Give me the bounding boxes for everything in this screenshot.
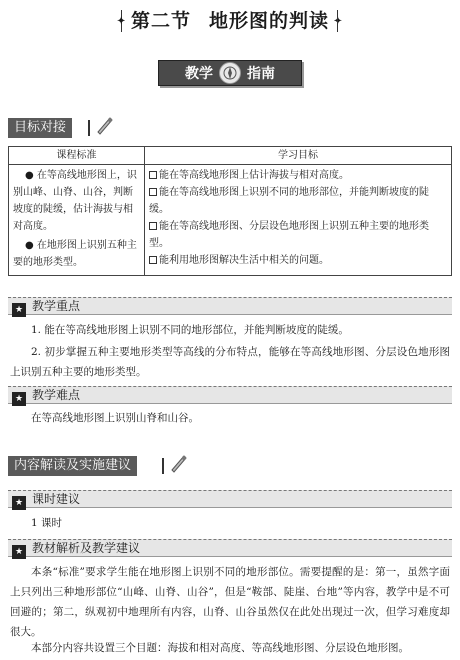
title-text: 地形图的判读 — [209, 10, 330, 32]
section-heading-content: 内容解读及实施建议 — [8, 456, 137, 476]
guide-label-right: 指南 — [247, 66, 275, 82]
analysis-paragraph-2: 本部分内容共设置三个目题：海拔和相对高度、等高线地形图、分层设色地形图。 — [31, 642, 409, 654]
subheading-analysis: ★ 教材解析及教学建议 — [8, 539, 452, 557]
key-point-1: 1. 能在等高线地形图上识别不同的地形部位，并能判断坡度的陡缓。 — [31, 324, 349, 336]
standards-table — [8, 146, 452, 276]
difficulty-text: 在等高线地形图上识别山脊和山谷。 — [31, 412, 199, 424]
checkbox-icon — [149, 188, 157, 196]
curriculum-standards-cell — [9, 165, 145, 276]
class-hours-text: 1 课时 — [31, 517, 63, 529]
section-divider — [162, 458, 164, 474]
objective-item: 能在等高线地形图、分层设色地形图上识别五种主要的地形类型。 — [149, 221, 429, 249]
page-title — [117, 6, 343, 36]
star-icon: ★ — [12, 496, 26, 510]
teaching-guide-banner — [158, 60, 302, 86]
table-header: 学习目标 — [145, 147, 452, 165]
table-header: 课程标准 — [9, 147, 145, 165]
checkbox-icon — [149, 222, 157, 230]
rocket-icon — [94, 114, 116, 136]
checkbox-icon — [149, 256, 157, 264]
star-icon: ✦ — [116, 16, 127, 27]
objective-item: 能利用地形图解决生活中相关的问题。 — [149, 252, 447, 269]
learning-objectives-cell — [145, 165, 452, 276]
objective-item: 能在等高线地形图上识别不同的地形部位，并能判断坡度的陡缓。 — [149, 187, 429, 215]
star-icon: ★ — [12, 392, 26, 406]
subheading-key-points: ★ 教学重点 — [8, 297, 452, 315]
star-icon: ★ — [12, 303, 26, 317]
rocket-icon — [168, 452, 190, 474]
analysis-paragraph-1: 本条“标准”要求学生能在地形图上识别不同的地形部位。需要提醒的是：第一，虽然字面上只列出三种地形部位“山峰、山脊、山谷”，但是“鞍部、陡崖、台地”等内容，教学中是不可回避的；第二，纵观初中地理所有内容，山脊、山谷虽然仅在此处出现过一次，但学习难度却很大。 — [10, 566, 450, 638]
compass-icon — [219, 62, 241, 84]
page-title-area — [0, 6, 460, 36]
objective-item: 能在等高线地形图上估计海拔与相对高度。 — [149, 167, 447, 184]
title-section: 第二节 — [130, 10, 191, 32]
star-icon: ✦ — [333, 16, 344, 27]
standard-item: ● 在等高线地形图上，识别山峰、山脊、山谷，判断坡度的陡缓，估计海拔与相对高度。 — [13, 170, 137, 232]
subheading-difficulties: ★ 教学难点 — [8, 386, 452, 404]
checkbox-icon — [149, 171, 157, 179]
guide-label-left: 教学 — [185, 66, 213, 82]
star-icon: ★ — [12, 545, 26, 559]
section-divider — [88, 120, 90, 136]
standard-item: ● 在地形图上识别五种主要的地形类型。 — [13, 240, 137, 268]
key-point-2: 2. 初步掌握五种主要地形类型等高线的分布特点，能够在等高线地形图、分层设色地形图上识别五种主要的地形类型。 — [10, 346, 450, 378]
subheading-class-hours: ★ 课时建议 — [8, 490, 452, 508]
section-heading-goals: 目标对接 — [8, 118, 72, 138]
